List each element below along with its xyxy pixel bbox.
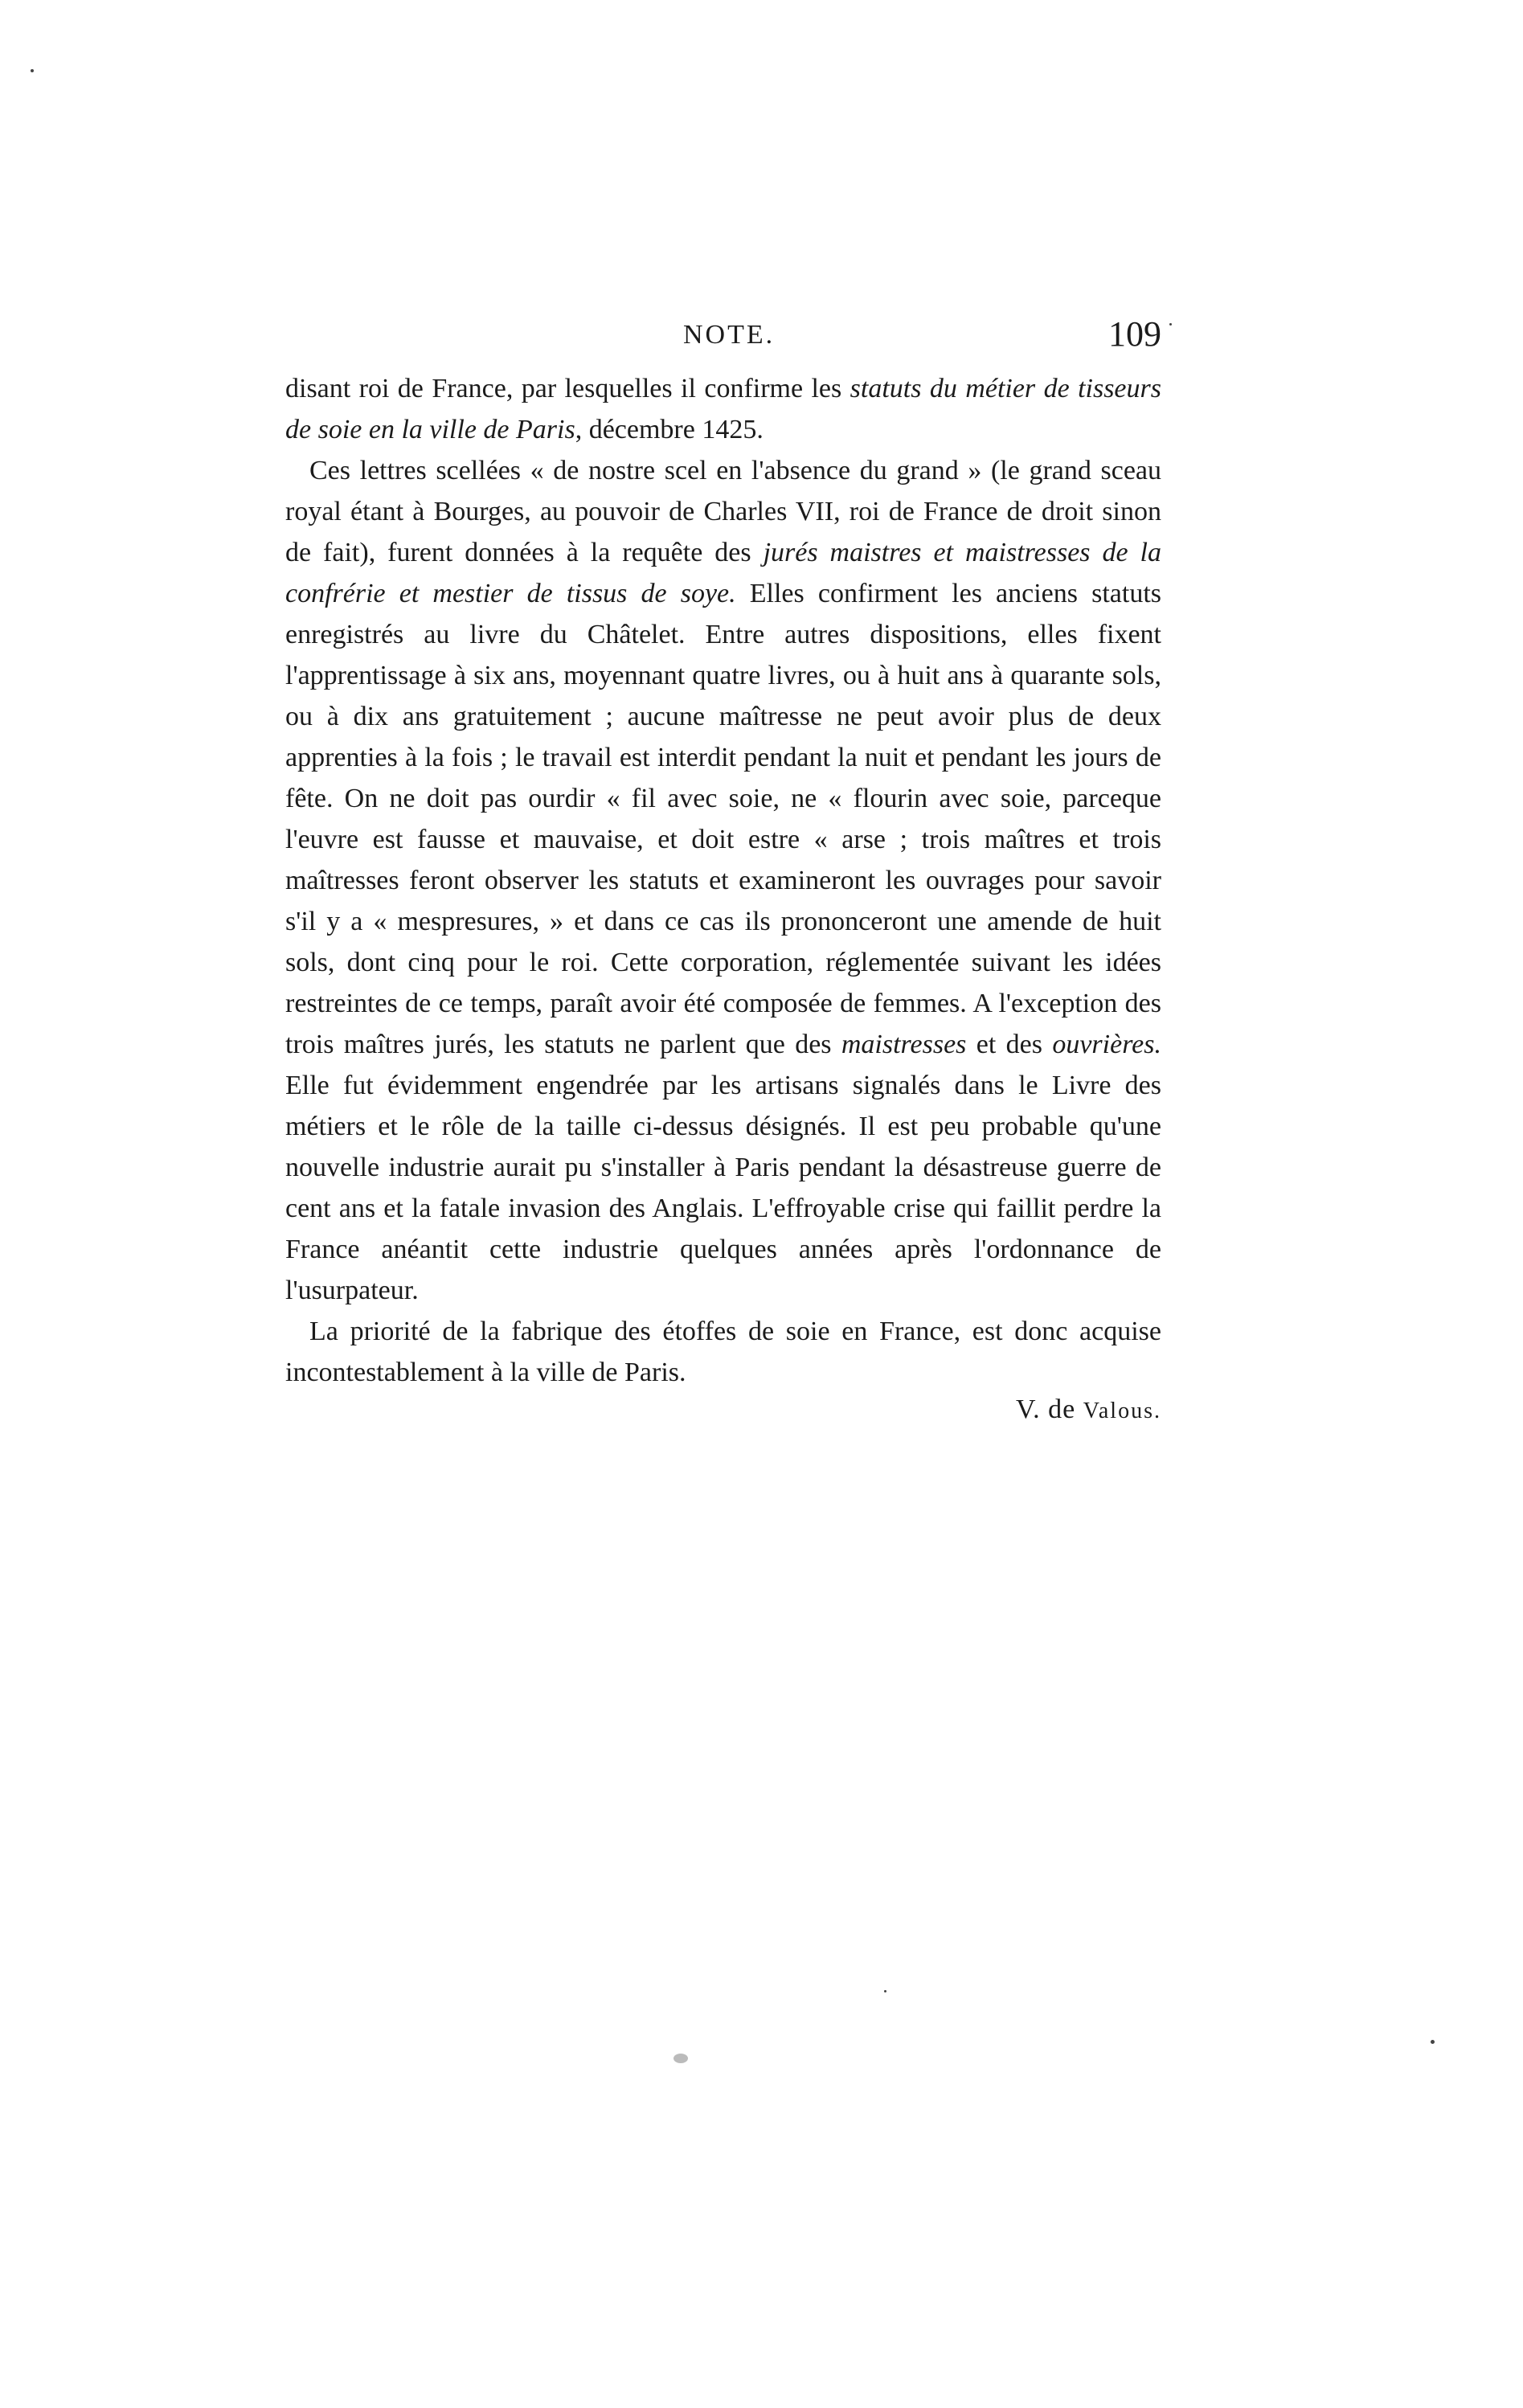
body-text bbox=[285, 368, 1161, 1393]
page-number: 109 bbox=[1108, 314, 1161, 354]
italic-title: statuts du métier de tisseurs de soie en la ville de Paris bbox=[285, 374, 1161, 444]
author-signature: V. de Valous. bbox=[1016, 1394, 1161, 1424]
page-header bbox=[285, 314, 1161, 360]
paragraph-3: La priorité de la fabrique des étoffes de soie en France, est donc acquise incontestablement à la ville de Paris. bbox=[285, 1317, 1161, 1387]
scan-speck bbox=[31, 69, 34, 72]
author-name: Valous. bbox=[1083, 1399, 1161, 1423]
scan-speck bbox=[884, 1990, 886, 1992]
scan-speck bbox=[1169, 323, 1172, 326]
scan-smudge bbox=[673, 2054, 688, 2063]
scan-speck bbox=[1431, 2040, 1435, 2044]
paragraph-1: disant roi de France, par lesquelles il confirme les statuts du métier de tisseurs de soie en la ville de Paris, décembre 1425. bbox=[285, 374, 1161, 444]
running-head: NOTE. bbox=[683, 320, 776, 350]
paragraph-2: Ces lettres scellées « de nostre scel en l'absence du grand » (le grand sceau royal étant à Bourges, au pouvoir de Charles VII, roi de France de droit sinon de fait), furent données à la requête des jurés maistres et maistresses de la confrérie et mestier de tissus de soye. Elles confirment les anciens statuts enregistrés au livre du Châtelet. Entre autres dispositions, elles fixent l'apprentissage à six ans, moyennant quatre livres, ou à huit ans à quarante sols, ou à dix ans gratuitement ; aucune maîtresse ne peut avoir plus de deux apprenties à la fois ; le travail est interdit pendant la nuit et pendant les jours de fête. On ne doit pas ourdir « fil avec soie, ne « flourin avec soie, parceque l'euvre est fausse et mauvaise, et doit estre « arse ; trois maîtres et trois maîtresses feront observer les statuts et examineront les ouvrages pour savoir s'il y a « mespresures, » et dans ce cas ils prononceront une amende de huit sols, dont cinq pour le roi. Cette corporation, réglementée suivant les idées restreintes de ce temps, paraît avoir été composée de femmes. A l'exception des trois maîtres jurés, les statuts ne parlent que des maistresses et des ouvrières. Elle fut évidemment engendrée par les artisans signalés dans le Livre des métiers et le rôle de la taille ci-dessus désignés. Il est peu probable qu'une nouvelle industrie aurait pu s'installer à Paris pendant la désastreuse guerre de cent ans et la fatale invasion des Anglais. L'effroyable crise qui faillit perdre la France anéantit cette industrie quelques années après l'ordonnance de l'usurpateur. bbox=[285, 456, 1162, 1305]
